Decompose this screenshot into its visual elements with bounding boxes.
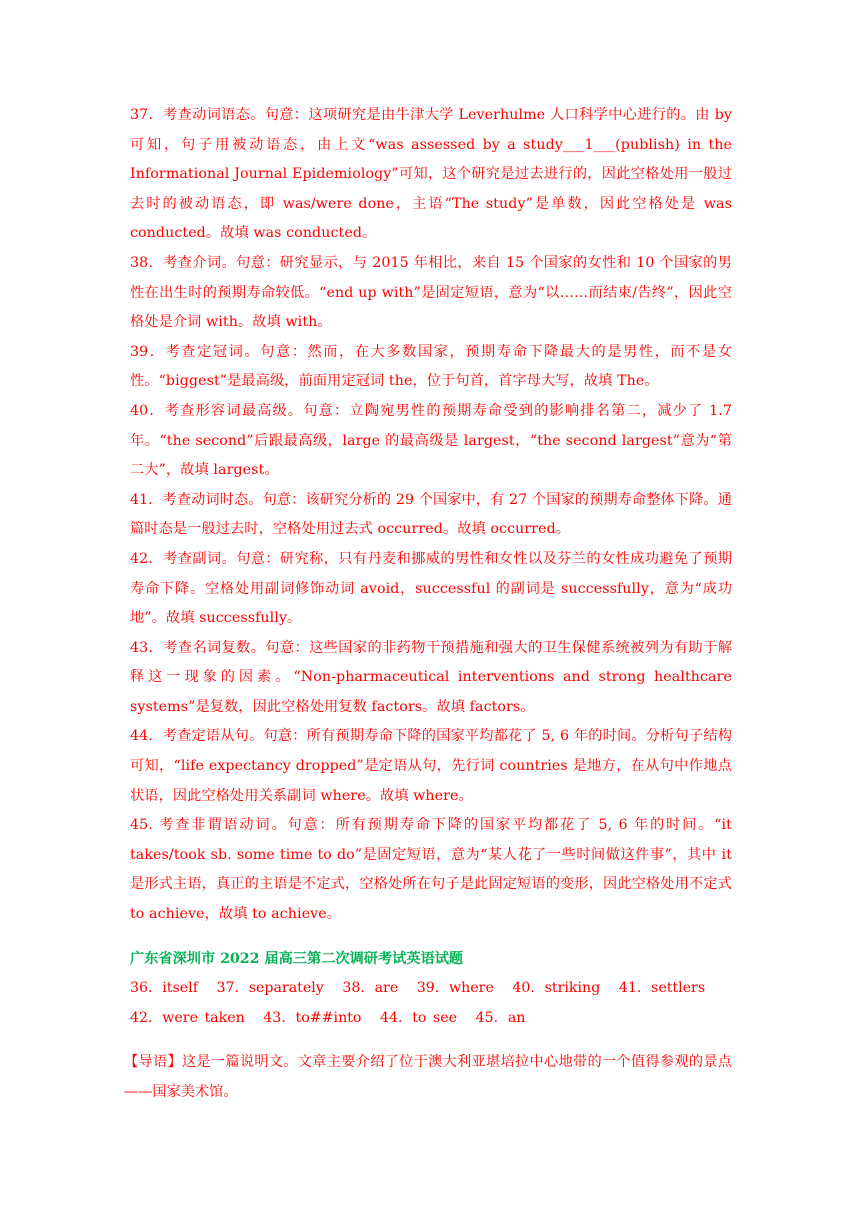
explanation-44: 44．考查定语从句。句意：所有预期寿命下降的国家平均都花了 5, 6 年的时间。分析句子结构可知，“life expectancy dropped”是定语从句，先行词 countries 是地方，在从句中作地点状语，因此空格处用关系副词 where。故填 where。 bbox=[130, 728, 732, 804]
section-title: 广东省深圳市 2022 届高三第二次调研考试英语试题 bbox=[130, 950, 464, 967]
explanation-45: 45. 考查非谓语动词。句意：所有预期寿命下降的国家平均都花了 5, 6 年的时间。“it takes/took sb. some time to do”是固定短语，意为“某人花了一些时间做这件事”，其中 it 是形式主语，真正的主语是不定式，空格处所在句子是此固定短语的变形，因此空格处用不定式 to achieve，故填 to achieve。 bbox=[130, 817, 732, 923]
answer-40: 40．striking bbox=[512, 980, 601, 997]
answer-41: 41．settlers bbox=[618, 980, 706, 997]
explanation-38: 38．考查介词。句意：研究显示，与 2015 年相比，来自 15 个国家的女性和 10 个国家的男性在出生时的预期寿命较低。“end up with”是固定短语，意为“以……而结束/告终”，因此空格处是介词 with。故填 with。 bbox=[130, 254, 732, 331]
answer-key bbox=[130, 974, 732, 1033]
explanation-39: 39．考查定冠词。句意：然而，在大多数国家，预期寿命下降最大的是男性，而不是女性。“biggest”是最高级，前面用定冠词 the，位于句首，首字母大写，故填 The。 bbox=[130, 343, 732, 390]
explanation-43: 43．考查名词复数。句意：这些国家的非药物干预措施和强大的卫生保健系统被列为有助于解释这一现象的因素。“Non-pharmaceutical interventions and strong healthcare systems”是复数，因此空格处用复数 factors。故填 factors。 bbox=[130, 639, 732, 715]
explanation-37: 37．考查动词语态。句意：这项研究是由牛津大学 Leverhulme 人口科学中心进行的。由 by 可知，句子用被动语态，由上文“was assessed by a study___1___(publish) in the Informational Journal Epidemiology”可知，这个研究是过去进行的，因此空格处用一般过去时的被动语态，即 was/were done，主语“The study”是单数，因此空格处是 was conducted。故填 was conducted。 bbox=[130, 107, 732, 242]
explanations-block bbox=[130, 101, 732, 930]
answer-37: 37．separately bbox=[216, 980, 324, 997]
passage-intro: 【导语】这是一篇说明文。文章主要介绍了位于澳大利亚堪培拉中心地带的一个值得参观的景点——国家美术馆。 bbox=[124, 1054, 732, 1100]
answer-44: 44．to see bbox=[379, 1009, 458, 1026]
explanation-42: 42．考查副词。句意：研究称，只有丹麦和挪威的男性和女性以及芬兰的女性成功避免了预期寿命下降。空格处用副词修饰动词 avoid，successful 的副词是 successfully，意为“成功地”。故填 successfully。 bbox=[130, 550, 732, 627]
answer-42: 42．were taken bbox=[130, 1009, 245, 1026]
explanation-40: 40．考查形容词最高级。句意：立陶宛男性的预期寿命受到的影响排名第二，减少了 1.7 年。“the second”后跟最高级，large 的最高级是 largest，“the second largest”意为“第二大”，故填 largest。 bbox=[130, 402, 732, 479]
answer-43: 43．to##into bbox=[263, 1009, 362, 1026]
answer-39: 39．where bbox=[416, 980, 494, 997]
answer-36: 36．itself bbox=[130, 980, 198, 997]
answer-38: 38．are bbox=[342, 980, 399, 997]
explanation-41: 41．考查动词时态。句意：该研究分析的 29 个国家中，有 27 个国家的预期寿命整体下降。通篇时态是一般过去时，空格处用过去式 occurred。故填 occurred。 bbox=[130, 491, 732, 538]
answer-45: 45．an bbox=[475, 1009, 526, 1026]
